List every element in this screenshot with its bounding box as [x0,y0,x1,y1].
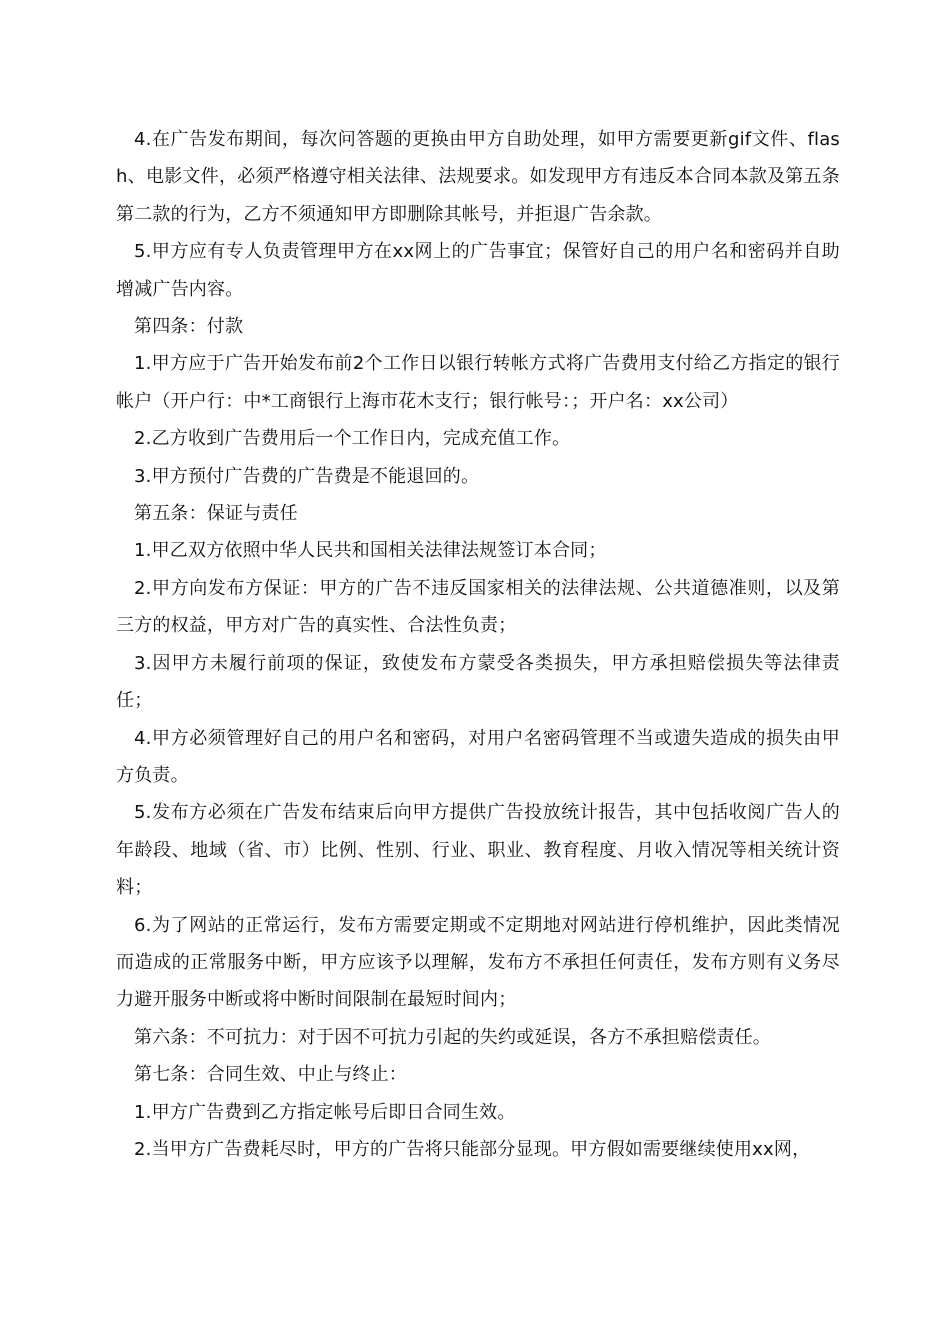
document-body [116,121,840,1168]
section-heading-guarantee: 第五条：保证与责任 [134,503,298,525]
paragraph-payment-bank-transfer: 1.甲方应于广告开始发布前2个工作日以银行转帐方式将广告费用支付给乙方指定的银行帐户（开户行：中*工商银行上海市花木支行；银行帐号：；开户名：xx公司） [116,353,840,412]
paragraph-account-management: 5.甲方应有专人负责管理甲方在xx网上的广告事宜；保管好自己的用户名和密码并自助增减广告内容。 [116,241,840,300]
paragraph-statistics-report: 5.发布方必须在广告发布结束后向甲方提供广告投放统计报告，其中包括收阅广告人的年龄段、地域（省、市）比例、性别、行业、职业、教育程度、月收入情况等相关统计资料； [116,802,840,899]
section-heading-effectiveness: 第七条：合同生效、中止与终止： [134,1064,407,1086]
paragraph-advertiser-guarantee: 2.甲方向发布方保证：甲方的广告不违反国家相关的法律法规、公共道德准则，以及第三方的权益，甲方对广告的真实性、合法性负责； [116,577,840,637]
paragraph-password-responsibility: 4.甲方必须管理好自己的用户名和密码，对用户名密码管理不当或遗失造成的损失由甲方负责。 [116,727,840,786]
paragraph-fee-exhausted: 2.当甲方广告费耗尽时，甲方的广告将只能部分显现。甲方假如需要继续使用xx网， [134,1138,811,1160]
paragraph-contract-effective: 1.甲方广告费到乙方指定帐号后即日合同生效。 [134,1101,516,1123]
paragraph-gif-update-clause: 4.在广告发布期间，每次问答题的更换由甲方自助处理，如甲方需要更新gif文件、flash、电影文件，必须严格遵守相关法律、法规要求。如发现甲方有违反本合同本款及第五条第二款的行为，乙方不须通知甲方即删除其帐号，并拒退广告余款。 [116,129,840,225]
section-heading-payment: 第四条：付款 [134,316,244,338]
paragraph-recharge: 2.乙方收到广告费用后一个工作日内，完成充值工作。 [134,428,571,450]
paragraph-liability: 3.因甲方未履行前项的保证，致使发布方蒙受各类损失，甲方承担赔偿损失等法律责任； [116,652,840,712]
paragraph-legal-basis: 1.甲乙双方依照中华人民共和国相关法律法规签订本合同； [134,540,607,562]
paragraph-maintenance: 6.为了网站的正常运行，发布方需要定期或不定期地对网站进行停机维护，因此类情况而造成的正常服务中断，甲方应该予以理解，发布方不承担任何责任，发布方则有义务尽力避开服务中断或将中断时间限制在最短时间内； [116,914,840,1011]
paragraph-no-refund: 3.甲方预付广告费的广告费是不能退回的。 [134,465,480,487]
section-heading-force-majeure: 第六条：不可抗力：对于因不可抗力引起的失约或延误，各方不承担赔偿责任。 [134,1026,771,1048]
